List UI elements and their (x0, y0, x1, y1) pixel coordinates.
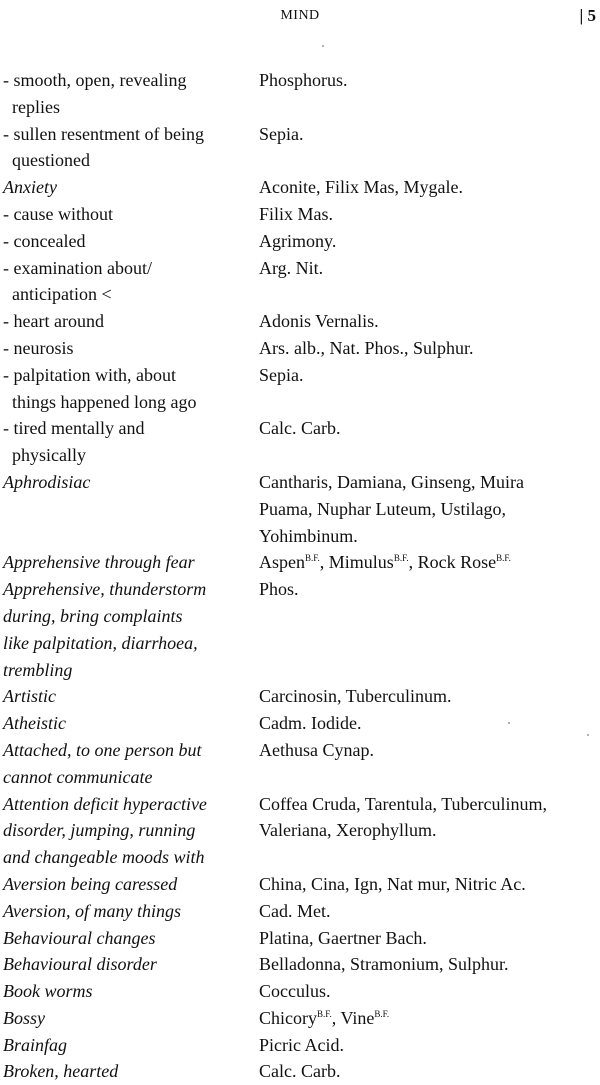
term-line: - examination about/ (3, 257, 152, 278)
remedy-list (259, 710, 598, 737)
page-number: | 5 (579, 6, 596, 25)
sub-rubric-term (3, 362, 259, 416)
repertory-entry (3, 1058, 598, 1085)
term-line: - smooth, open, revealing (3, 70, 187, 90)
repertory-entries (3, 67, 598, 1085)
remedy-list (259, 228, 598, 255)
remedy-line: Calc. Carb. (259, 1061, 341, 1082)
term-line: Bossy (3, 1007, 45, 1028)
remedy-list (259, 1032, 598, 1059)
rubric-term (3, 898, 259, 925)
remedy-line: Ars. alb., Nat. Phos., Sulphur. (259, 337, 474, 358)
sub-rubric-term (3, 308, 259, 335)
rubric-term (3, 469, 259, 496)
remedy-list (259, 925, 598, 952)
remedy-line: Aconite, Filix Mas, Mygale. (259, 177, 463, 198)
repertory-entry (3, 1005, 598, 1032)
bach-flower-mark: B.F. (374, 1008, 390, 1019)
repertory-entry (3, 174, 598, 201)
term-line: Book worms (3, 981, 93, 1002)
sub-rubric-term (3, 201, 259, 228)
remedy-name: , Rock Rose (408, 552, 497, 573)
remedy-list (259, 1005, 598, 1032)
term-line: Apprehensive through fear (3, 552, 195, 573)
term-line: disorder, jumping, running (3, 820, 196, 841)
term-line: Behavioural disorder (3, 954, 157, 975)
term-line: Broken, hearted (3, 1061, 119, 1082)
rubric-term (3, 174, 259, 201)
remedy-line: Sepia. (259, 364, 304, 385)
remedy-list (259, 255, 598, 282)
remedy-list (259, 791, 598, 845)
remedy-line: Calc. Carb. (259, 418, 341, 439)
repertory-entry (3, 683, 598, 710)
scan-speck (322, 45, 324, 47)
repertory-entry (3, 228, 598, 255)
remedy-list (259, 737, 598, 764)
term-line: anticipation < (12, 284, 112, 305)
term-line: - tired mentally and (3, 418, 145, 439)
repertory-entry (3, 415, 598, 469)
remedy-list (259, 335, 598, 362)
repertory-entry (3, 549, 598, 576)
term-line: Aversion being caressed (3, 873, 178, 894)
rubric-term (3, 1058, 259, 1085)
remedy-list (259, 1058, 598, 1085)
term-line: cannot communicate (3, 766, 153, 787)
term-line: during, bring complaints (3, 605, 183, 626)
remedy-list (259, 67, 598, 94)
term-line: Attention deficit hyperactive (3, 793, 207, 814)
term-line: - palpitation with, about (3, 364, 176, 385)
term-line: Aversion, of many things (3, 900, 181, 921)
rubric-term (3, 683, 259, 710)
repertory-entry (3, 335, 598, 362)
remedy-line: Valeriana, Xerophyllum. (259, 820, 437, 841)
remedy-line: Aethusa Cynap. (259, 739, 374, 760)
remedy-line (259, 1005, 598, 1032)
repertory-entry (3, 201, 598, 228)
repertory-entry (3, 737, 598, 791)
repertory-entry (3, 121, 598, 175)
remedy-line: Cadm. Iodide. (259, 713, 362, 734)
term-line: - cause without (3, 203, 113, 224)
remedy-line: Cad. Met. (259, 900, 331, 921)
term-line: - heart around (3, 311, 104, 332)
remedy-list (259, 362, 598, 389)
term-line: and changeable moods with (3, 847, 205, 868)
term-line: trembling (3, 659, 73, 680)
remedy-list (259, 683, 598, 710)
remedy-list (259, 951, 598, 978)
remedy-line: Sepia. (259, 123, 304, 144)
sub-rubric-term (3, 255, 259, 309)
remedy-name: , Vine (331, 1007, 375, 1028)
running-head: MIND (280, 8, 320, 23)
page-header (0, 6, 600, 30)
remedy-line (259, 549, 598, 576)
remedy-name: , Mimulus (319, 552, 394, 573)
remedy-list (259, 978, 598, 1005)
term-line: - concealed (3, 230, 86, 251)
repertory-entry (3, 362, 598, 416)
remedy-list (259, 308, 598, 335)
repertory-entry (3, 308, 598, 335)
repertory-entry (3, 925, 598, 952)
remedy-line: Phosphorus. (259, 70, 348, 90)
rubric-term (3, 710, 259, 737)
remedy-line: Puama, Nuphar Luteum, Ustilago, (259, 498, 506, 519)
bach-flower-mark: B.F. (393, 553, 409, 564)
remedy-list (259, 576, 598, 603)
remedy-line: Yohimbinum. (259, 525, 358, 546)
term-line: Behavioural changes (3, 927, 156, 948)
repertory-entry (3, 710, 598, 737)
rubric-term (3, 791, 259, 871)
sub-rubric-term (3, 121, 259, 175)
term-line: Attached, to one person but (3, 739, 202, 760)
rubric-term (3, 1032, 259, 1059)
remedy-line: Arg. Nit. (259, 257, 324, 278)
term-line: Anxiety (3, 177, 57, 198)
repertory-entry (3, 255, 598, 309)
repertory-entry (3, 1032, 598, 1059)
remedy-list (259, 469, 598, 549)
term-line: Artistic (3, 686, 56, 707)
remedy-line: Cocculus. (259, 981, 331, 1002)
remedy-line: Carcinosin, Tuberculinum. (259, 686, 452, 707)
rubric-term (3, 737, 259, 791)
bach-flower-mark: B.F. (305, 553, 320, 564)
term-line: Brainfag (3, 1034, 68, 1055)
rubric-term (3, 978, 259, 1005)
term-line: questioned (12, 150, 90, 171)
sub-rubric-term (3, 228, 259, 255)
bach-flower-mark: B.F. (317, 1008, 332, 1019)
term-line: Atheistic (3, 713, 66, 734)
term-line: physically (12, 445, 86, 466)
remedy-list (259, 174, 598, 201)
repertory-entry (3, 871, 598, 898)
repertory-entry (3, 978, 598, 1005)
repertory-entry (3, 951, 598, 978)
remedy-line: China, Cina, Ign, Nat mur, Nitric Ac. (259, 873, 526, 894)
repertory-entry (3, 791, 598, 871)
sub-rubric-term (3, 415, 259, 469)
rubric-term (3, 1005, 259, 1032)
remedy-line: Coffea Cruda, Tarentula, Tuberculinum, (259, 793, 548, 814)
remedy-list (259, 121, 598, 148)
rubric-term (3, 871, 259, 898)
term-line: replies (12, 96, 60, 117)
remedy-line: Platina, Gaertner Bach. (259, 927, 427, 948)
remedy-list (259, 549, 598, 576)
term-line: things happened long ago (12, 391, 197, 412)
remedy-list (259, 415, 598, 442)
term-line: like palpitation, diarrhoea, (3, 632, 198, 653)
term-line: - neurosis (3, 337, 74, 358)
remedy-line: Belladonna, Stramonium, Sulphur. (259, 954, 509, 975)
remedy-line: Agrimony. (259, 230, 337, 251)
remedy-line: Filix Mas. (259, 203, 334, 224)
repertory-entry (3, 576, 598, 683)
term-line: - sullen resentment of being (3, 123, 204, 144)
sub-rubric-term (3, 335, 259, 362)
remedy-list (259, 871, 598, 898)
rubric-term (3, 549, 259, 576)
remedy-list (259, 201, 598, 228)
term-line: Apprehensive, thunderstorm (3, 579, 207, 600)
bach-flower-mark: B.F. (496, 553, 511, 564)
remedy-line: Picric Acid. (259, 1034, 344, 1055)
remedy-name: Aspen (259, 552, 305, 573)
remedy-line: Adonis Vernalis. (259, 311, 379, 332)
sub-rubric-term (3, 67, 259, 121)
rubric-term (3, 576, 259, 683)
rubric-term (3, 951, 259, 978)
repertory-entry (3, 469, 598, 549)
remedy-list (259, 898, 598, 925)
remedy-line: Cantharis, Damiana, Ginseng, Muira (259, 471, 524, 492)
term-line: Aphrodisiac (3, 471, 91, 492)
remedy-line: Phos. (259, 579, 299, 600)
repertory-entry (3, 67, 598, 121)
repertory-entry (3, 898, 598, 925)
rubric-term (3, 925, 259, 952)
remedy-name: Chicory (259, 1007, 317, 1028)
